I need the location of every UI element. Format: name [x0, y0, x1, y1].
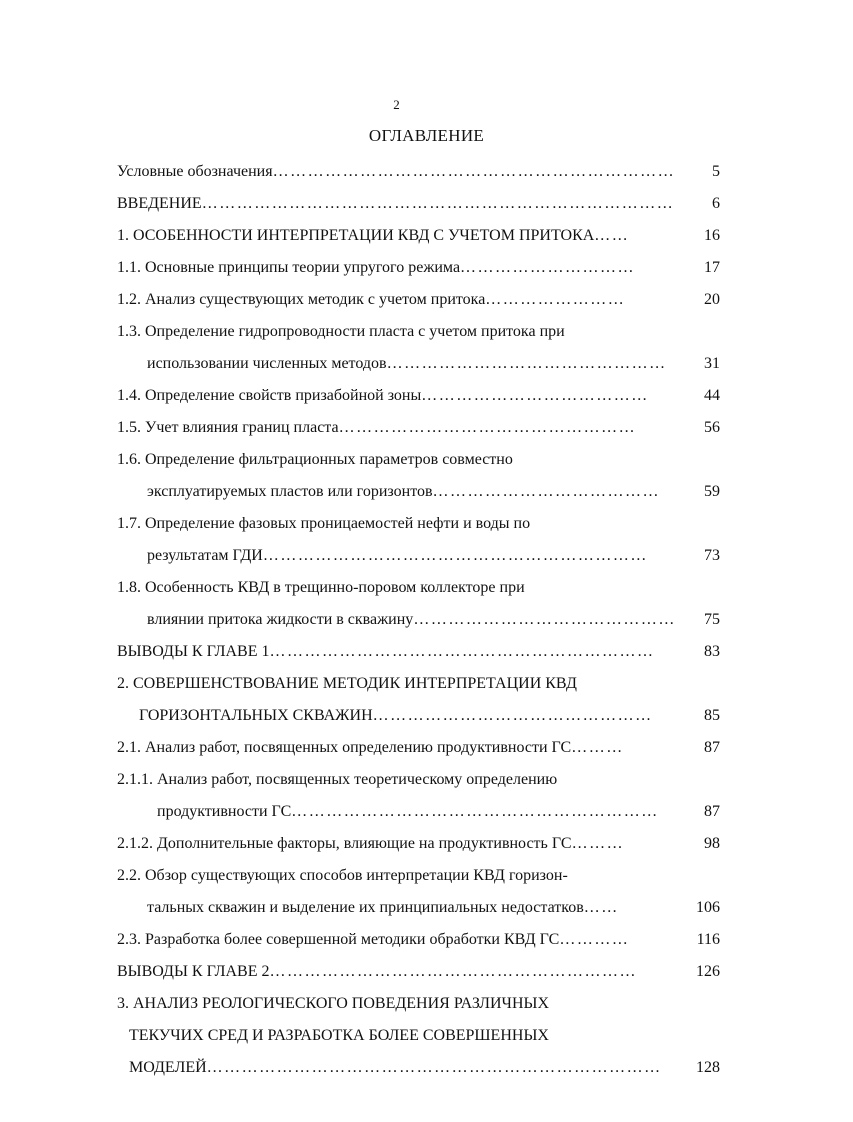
leader-dots: …………………………………………	[386, 355, 667, 372]
toc-entry-2-1	[117, 737, 626, 759]
toc-page-number: 31	[704, 355, 720, 372]
toc-entry-chapter-1	[117, 225, 630, 247]
leader-dots: ……………………	[485, 291, 626, 308]
toc-entry-text: Условные обозначения	[117, 163, 273, 180]
toc-entry-2-2	[117, 865, 568, 887]
leader-dots: ……	[583, 899, 619, 916]
toc-entry-2-1-2	[117, 833, 627, 855]
toc-page-number: 59	[704, 483, 720, 500]
toc-entry-text: 1.4. Определение свойств призабойной зоны	[117, 387, 422, 404]
toc-page-number: 44	[704, 387, 720, 404]
toc-entry-text: 1. ОСОБЕННОСТИ ИНТЕРПРЕТАЦИИ КВД С УЧЕТОМ ПРИТОКА	[117, 227, 595, 244]
toc-entry-1-7-cont	[147, 545, 653, 567]
leader-dots: ………………………………………………………	[291, 803, 659, 820]
toc-entry-text: 1.2. Анализ существующих методик с учетом притока	[117, 291, 486, 308]
toc-entry-1-1	[117, 257, 635, 279]
toc-entry-text: 2.1.1. Анализ работ, посвященных теоретическому определению	[117, 771, 558, 788]
toc-entry-1-4	[117, 385, 649, 407]
toc-entry-text: 1.5. Учет влияния границ пласта	[117, 419, 339, 436]
toc-entry-text: 1.7. Определение фазовых проницаемостей нефти и воды по	[117, 515, 531, 532]
toc-page-number: 16	[704, 227, 720, 244]
toc-page-number	[680, 769, 720, 791]
toc-page-number: 73	[704, 547, 720, 564]
leader-dots: …………………………………………………………	[269, 643, 655, 660]
leader-dots: ……………………………………………………………	[272, 163, 676, 180]
toc-entry-text: влиянии притока жидкости в скважину	[147, 611, 414, 628]
leader-dots: ………………………………………………………	[269, 963, 637, 980]
toc-entry-chapter-2	[117, 673, 577, 695]
toc-entry-chapter-3-cont	[129, 1025, 549, 1047]
toc-entry-text: ВВЕДЕНИЕ	[117, 195, 202, 212]
toc-entry-text: результатам ГДИ	[147, 547, 263, 564]
toc-page-number	[680, 449, 720, 471]
toc-title: ОГЛАВЛЕНИЕ	[368, 126, 485, 145]
toc-entry-symbols	[117, 161, 683, 183]
leader-dots: ……………………………………………………………………	[206, 1059, 662, 1076]
toc-entry-1-6-cont	[147, 481, 661, 503]
page-number: 2	[393, 97, 400, 112]
toc-entry-chapter-3-cont-2	[129, 1057, 662, 1079]
toc-page-number: 20	[704, 291, 720, 308]
toc-entry-text: МОДЕЛЕЙ	[129, 1059, 207, 1076]
toc-entry-text: продуктивности ГС	[157, 803, 292, 820]
toc-page-number: 56	[704, 419, 720, 436]
toc-page-number: 5	[712, 163, 720, 180]
toc-entry-conclusions-1	[117, 641, 660, 663]
toc-entry-1-8	[117, 577, 525, 599]
toc-page-number	[680, 513, 720, 535]
toc-entry-conclusions-2	[117, 961, 650, 983]
toc-entry-text: 2.1.2. Дополнительные факторы, влияющие на продуктивность ГС	[117, 835, 572, 852]
leader-dots: ………	[571, 739, 624, 756]
toc-page-number	[680, 321, 720, 343]
leader-dots: ………………………………………………………………………	[201, 195, 675, 212]
leader-dots: …………………………………………………………	[262, 547, 648, 564]
toc-page-number: 116	[696, 931, 720, 948]
leader-dots: ………	[571, 835, 625, 852]
toc-entry-2-1-1	[117, 769, 557, 791]
toc-entry-text: эксплуатируемых пластов или горизонтов	[147, 483, 433, 500]
toc-page-number: 128	[696, 1059, 720, 1076]
toc-entry-text: ВЫВОДЫ К ГЛАВЕ 1	[117, 643, 270, 660]
toc-page-number: 17	[704, 259, 720, 276]
toc-entry-2-3	[117, 929, 630, 951]
toc-page-number: 106	[696, 899, 720, 916]
toc-page-number	[680, 577, 720, 599]
toc-entry-1-2	[117, 289, 630, 311]
toc-entry-text: 1.3. Определение гидропроводности пласта с учетом притока при	[117, 323, 565, 340]
toc-page-number	[680, 673, 720, 695]
toc-entry-text: 2.1. Анализ работ, посвященных определению продуктивности ГС	[117, 739, 572, 756]
leader-dots: …………………………	[460, 259, 636, 276]
toc-page-number	[680, 993, 720, 1015]
toc-entry-1-3	[117, 321, 565, 343]
toc-entry-1-3-cont	[147, 353, 667, 375]
toc-page-number: 98	[704, 835, 720, 852]
toc-entry-text: использовании численных методов	[147, 355, 387, 372]
toc-entry-text: 2. СОВЕРШЕНСТВОВАНИЕ МЕТОДИК ИНТЕРПРЕТАЦИИ КВД	[117, 675, 577, 692]
toc-page-number: 87	[704, 803, 720, 820]
toc-entry-1-8-cont	[147, 609, 676, 631]
toc-entry-text: тальных скважин и выделение их принципиальных недостатков	[147, 899, 584, 916]
toc-page-number	[680, 1025, 720, 1047]
toc-entry-text: 3. АНАЛИЗ РЕОЛОГИЧЕСКОГО ПОВЕДЕНИЯ РАЗЛИЧНЫХ	[117, 995, 550, 1012]
toc-entry-introduction	[117, 193, 675, 215]
toc-entry-text: ГОРИЗОНТАЛЬНЫХ СКВАЖИН	[139, 707, 373, 724]
leader-dots: …………………………………	[432, 483, 661, 500]
toc-page-number	[680, 865, 720, 887]
toc-entry-chapter-2-cont	[139, 705, 653, 727]
toc-entry-2-2-cont	[147, 897, 624, 919]
leader-dots: ………………………………………	[413, 611, 676, 628]
toc-page-number: 87	[704, 739, 720, 756]
toc-page-number: 85	[704, 707, 720, 724]
toc-entry-text: 1.8. Особенность КВД в трещинно-поровом коллекторе при	[117, 579, 525, 596]
toc-page-number: 83	[704, 643, 720, 660]
leader-dots: …………	[559, 931, 630, 948]
leader-dots: …………………………………	[421, 387, 649, 404]
toc-entry-chapter-3	[117, 993, 549, 1015]
toc-entry-text: ВЫВОДЫ К ГЛАВЕ 2	[117, 963, 270, 980]
toc-entry-text: 1.1. Основные принципы теории упругого режима	[117, 259, 461, 276]
toc-entry-text: 2.3. Разработка более совершенной методики обработки КВД ГС	[117, 931, 560, 948]
leader-dots: …………………………………………	[372, 707, 653, 724]
toc-entry-text: 2.2. Обзор существующих способов интерпретации КВД горизон-	[117, 867, 568, 884]
leader-dots: ……………………………………………	[338, 419, 637, 436]
toc-entry-text: 1.6. Определение фильтрационных параметров совместно	[117, 451, 513, 468]
toc-entry-1-7	[117, 513, 530, 535]
toc-entry-2-1-1-cont	[157, 801, 659, 823]
leader-dots: ……	[594, 227, 630, 244]
toc-entry-text: ТЕКУЧИХ СРЕД И РАЗРАБОТКА БОЛЕЕ СОВЕРШЕННЫХ	[129, 1027, 549, 1044]
toc-page-number: 6	[712, 195, 720, 212]
toc-entry-1-6	[117, 449, 513, 471]
toc-page-number: 126	[696, 963, 720, 980]
toc-entry-1-5	[117, 417, 644, 439]
toc-page-number: 75	[704, 611, 720, 628]
